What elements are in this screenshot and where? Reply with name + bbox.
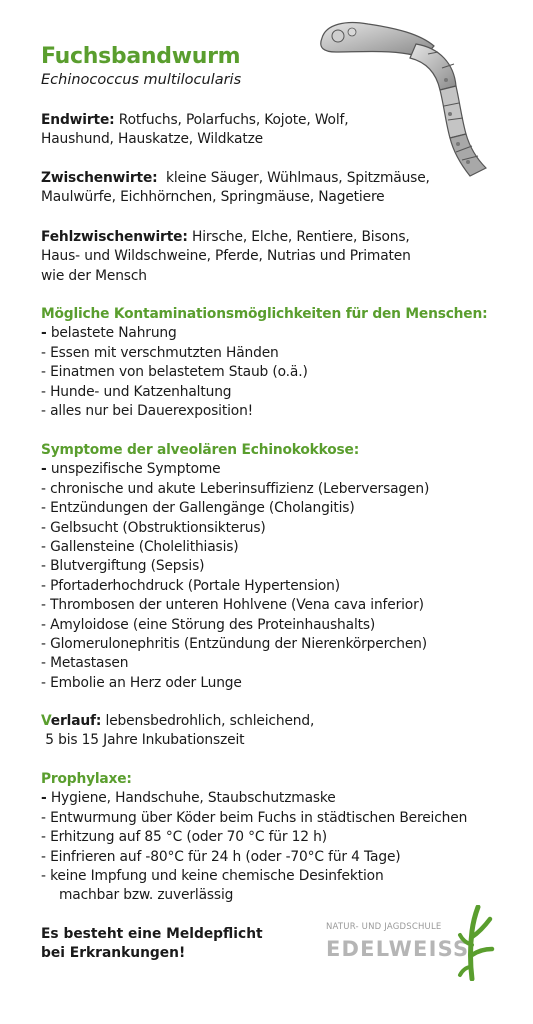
list-item: - Blutvergiftung (Sepsis) xyxy=(41,558,205,575)
final-hosts-line-2: Haushund, Hauskatze, Wildkatze xyxy=(41,131,264,148)
list-item: - Entwurmung über Köder beim Fuchs in städtischen Bereichen xyxy=(41,809,468,826)
list-item: - Essen mit verschmutzten Händen xyxy=(41,344,279,361)
false-hosts-line-1: Hirsche, Elche, Rentiere, Bisons, xyxy=(191,229,410,245)
false-hosts-label: Fehlzwischenwirte: xyxy=(41,229,188,245)
reporting-notice xyxy=(41,925,263,964)
list-item: - Metastasen xyxy=(41,655,129,672)
list-item: - Embolie an Herz oder Lunge xyxy=(41,674,242,691)
list-item: - Gelbsucht (Obstruktionsikterus) xyxy=(41,519,266,536)
final-hosts-label: Endwirte: xyxy=(41,112,115,128)
list-item: - Gallensteine (Cholelithiasis) xyxy=(41,539,239,556)
scientific-name: Echinococcus multilocularis xyxy=(41,72,242,88)
list-item: - Entzündungen der Gallengänge (Cholangitis) xyxy=(41,500,355,517)
reporting-notice-line-1: Es besteht eine Meldepflicht xyxy=(41,926,263,942)
list-item: - Einfrieren auf -80°C für 24 h (oder -70°C für 4 Tage) xyxy=(41,848,401,865)
logo-tagline: NATUR- UND JAGDSCHULE xyxy=(326,922,442,932)
list-item: - Thrombosen der unteren Hohlvene (Vena cava inferior) xyxy=(41,597,424,614)
final-hosts-line-1: Rotfuchs, Polarfuchs, Kojote, Wolf, xyxy=(118,112,349,128)
list-item: - keine Impfung und keine chemische Desinfektion xyxy=(41,868,384,885)
list-item: - belastete Nahrung xyxy=(41,325,177,342)
logo-wordmark: EDELWEISS xyxy=(326,937,470,961)
list-item: - Glomerulonephritis (Entzündung der Nierenkörperchen) xyxy=(41,636,428,653)
list-item: - Erhitzung auf 85 °C (oder 70 °C für 12 h) xyxy=(41,829,327,846)
list-item: - Pfortaderhochdruck (Portale Hypertension) xyxy=(41,577,340,594)
course-line-1: lebensbedrohlich, schleichend, xyxy=(105,713,315,729)
final-hosts-section xyxy=(41,111,348,150)
intermediate-hosts-line-1: kleine Säuger, Wühlmaus, Spitzmäuse, xyxy=(166,170,430,186)
page-title: Fuchsbandwurm xyxy=(41,44,241,69)
intermediate-hosts-line-2: Maulwürfe, Eichhörnchen, Springmäuse, Nagetiere xyxy=(41,189,385,206)
list-item: - Hunde- und Katzenhaltung xyxy=(41,383,232,400)
list-item: - Hygiene, Handschuhe, Staubschutzmaske xyxy=(41,790,336,807)
list-item: - chronische und akute Leberinsuffizienz (Leberversagen) xyxy=(41,480,430,497)
contamination-heading: Mögliche Kontaminationsmöglichkeiten für den Menschen: xyxy=(41,306,488,322)
course-section xyxy=(41,712,314,751)
list-item: - unspezifische Symptome xyxy=(41,461,221,478)
course-line-2: 5 bis 15 Jahre Inkubationszeit xyxy=(41,732,245,749)
list-item-continuation: machbar bzw. zuverlässig xyxy=(59,887,234,904)
symptoms-section xyxy=(41,441,429,693)
list-item: - Amyloidose (eine Störung des Proteinhaushalts) xyxy=(41,616,376,633)
prophylaxis-section xyxy=(41,770,467,906)
prophylaxis-heading: Prophylaxe: xyxy=(41,771,132,787)
symptoms-heading: Symptome der alveolären Echinokokkose: xyxy=(41,442,360,458)
list-item: - Einatmen von belastetem Staub (o.ä.) xyxy=(41,364,308,381)
antler-icon xyxy=(456,905,496,981)
false-hosts-section xyxy=(41,228,411,286)
false-hosts-line-3: wie der Mensch xyxy=(41,267,147,284)
list-item: - alles nur bei Dauerexposition! xyxy=(41,403,254,420)
false-hosts-line-2: Haus- und Wildschweine, Pferde, Nutrias und Primaten xyxy=(41,248,411,265)
intermediate-hosts-section xyxy=(41,169,430,208)
school-logo xyxy=(326,905,496,985)
contamination-section xyxy=(41,305,487,421)
course-label: Verlauf: xyxy=(41,713,102,729)
tapeworm-illustration xyxy=(316,10,496,180)
intermediate-hosts-label: Zwischenwirte: xyxy=(41,170,158,186)
reporting-notice-line-2: bei Erkrankungen! xyxy=(41,945,186,962)
